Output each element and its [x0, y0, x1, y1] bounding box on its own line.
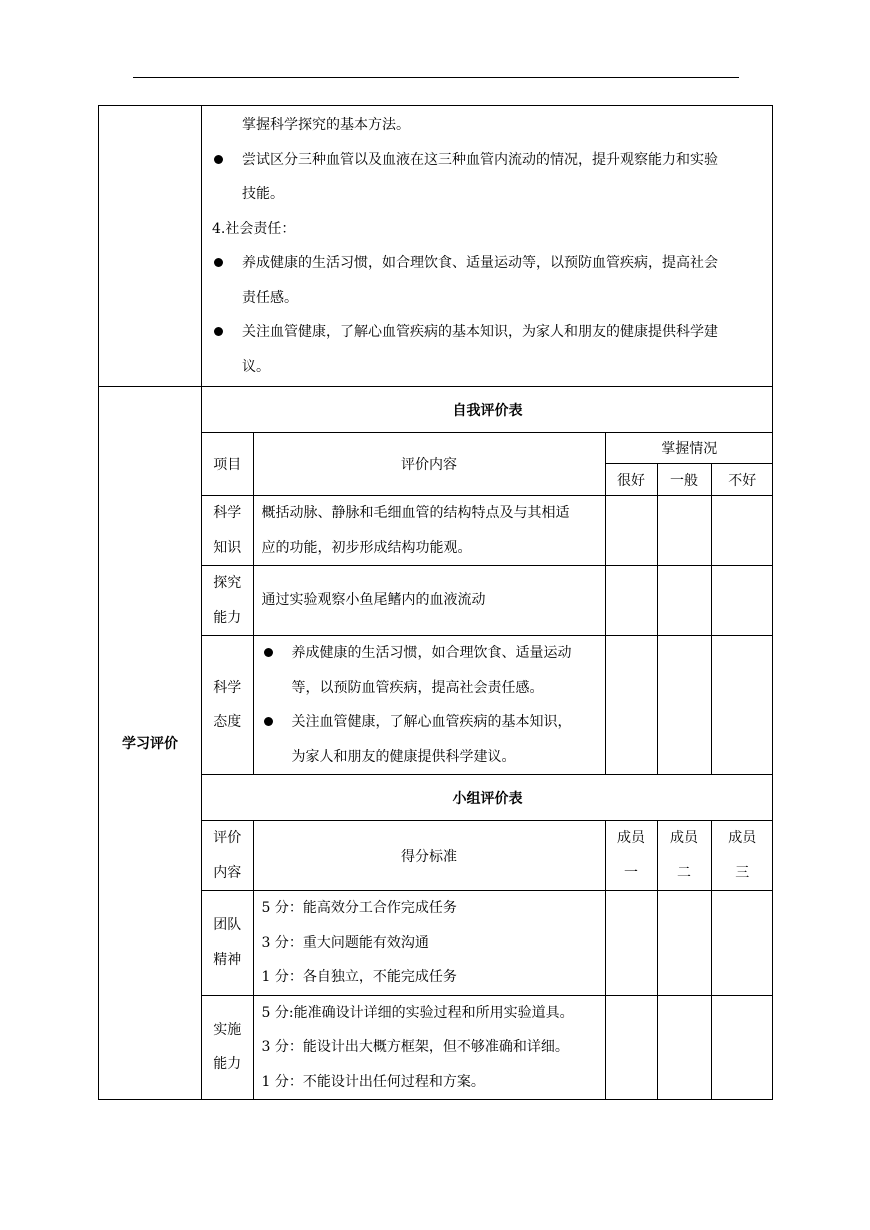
bullet-icon — [214, 258, 223, 267]
evaluation-row — [99, 387, 773, 1100]
header-rule — [133, 77, 739, 78]
member-header: 成员 二 — [657, 821, 711, 891]
objective-text: 议。 — [242, 358, 270, 375]
rating-cell[interactable] — [711, 566, 773, 636]
objective-bullet: 尝试区分三种血管以及血液在这三种血管内流动的情况，提升观察能力和实验 — [212, 143, 764, 178]
item-cell: 科学 知识 — [202, 496, 253, 566]
bullet-icon — [214, 327, 223, 336]
col-mastery-header: 掌握情况 — [605, 433, 773, 464]
rating-cell[interactable] — [711, 496, 773, 566]
group-eval-title: 小组评价表 — [202, 775, 773, 821]
rating-cell[interactable] — [605, 566, 657, 636]
rating-cell[interactable] — [657, 496, 711, 566]
table-row — [202, 636, 773, 775]
content-cell: 养成健康的生活习惯，如合理饮食、适量运动 等，以预防血管疾病，提高社会责任感。 关注血管健康，了解心血管疾病的基本知识， 为家人和朋友的健康提供科学建议。 — [253, 636, 605, 775]
score-cell[interactable] — [657, 891, 711, 996]
member-header: 成员 三 — [711, 821, 773, 891]
objectives-label-cell — [99, 106, 202, 387]
rating-cell[interactable] — [657, 566, 711, 636]
objectives-row — [99, 106, 773, 387]
level-header: 很好 — [605, 464, 657, 496]
objectives-cell — [202, 106, 773, 387]
table-row — [202, 496, 773, 566]
bullet-icon — [264, 717, 273, 726]
col-item-header: 项目 — [202, 433, 253, 496]
table-row — [202, 891, 773, 996]
col-content-header: 评价内容 — [253, 433, 605, 496]
bullet-icon — [214, 155, 223, 164]
content-cell: 概括动脉、静脉和毛细血管的结构特点及与其相适 应的功能，初步形成结构功能观。 — [253, 496, 605, 566]
criteria-cell: 5 分:能准确设计详细的实验过程和所用实验道具。 3 分：能设计出大概方框架，但不够准确和详细。 1 分：不能设计出任何过程和方案。 — [253, 995, 605, 1099]
group-col-standard-header: 得分标准 — [253, 821, 605, 891]
section-label: 学习评价 — [99, 387, 202, 1100]
objective-bullet: 关注血管健康，了解心血管疾病的基本知识，为家人和朋友的健康提供科学建 — [212, 315, 764, 350]
rating-cell[interactable] — [605, 496, 657, 566]
objective-text: 掌握科学探究的基本方法。 — [242, 117, 410, 133]
table-row — [202, 566, 773, 636]
level-header: 一般 — [657, 464, 711, 496]
rating-cell[interactable] — [711, 636, 773, 775]
member-header: 成员 一 — [605, 821, 657, 891]
item-cell: 实施 能力 — [202, 995, 253, 1099]
item-cell: 探究 能力 — [202, 566, 253, 636]
rating-cell[interactable] — [657, 636, 711, 775]
self-eval-title: 自我评价表 — [202, 387, 773, 433]
criteria-cell: 5 分：能高效分工合作完成任务 3 分：重大问题能有效沟通 1 分：各自独立，不能完成任务 — [253, 891, 605, 996]
bullet-icon — [264, 648, 273, 657]
objective-text: 技能。 — [242, 186, 284, 202]
level-header: 不好 — [711, 464, 773, 496]
evaluation-cell — [202, 387, 773, 1100]
score-cell[interactable] — [605, 995, 657, 1099]
content-cell: 通过实验观察小鱼尾鳍内的血液流动 — [253, 566, 605, 636]
objective-text: 责任感。 — [242, 289, 298, 306]
score-cell[interactable] — [657, 995, 711, 1099]
score-cell[interactable] — [711, 995, 773, 1099]
score-cell[interactable] — [711, 891, 773, 996]
group-col-item-header: 评价 内容 — [202, 821, 253, 891]
item-cell: 团队 精神 — [202, 891, 253, 996]
self-eval-table — [202, 387, 773, 1099]
rating-cell[interactable] — [605, 636, 657, 775]
item-cell: 科学 态度 — [202, 636, 253, 775]
score-cell[interactable] — [605, 891, 657, 996]
table-row — [202, 995, 773, 1099]
lesson-table — [98, 105, 773, 1100]
objective-bullet: 养成健康的生活习惯，如合理饮食、适量运动等，以预防血管疾病，提高社会 — [212, 246, 764, 281]
objective-heading: 4.社会责任： — [212, 220, 296, 237]
